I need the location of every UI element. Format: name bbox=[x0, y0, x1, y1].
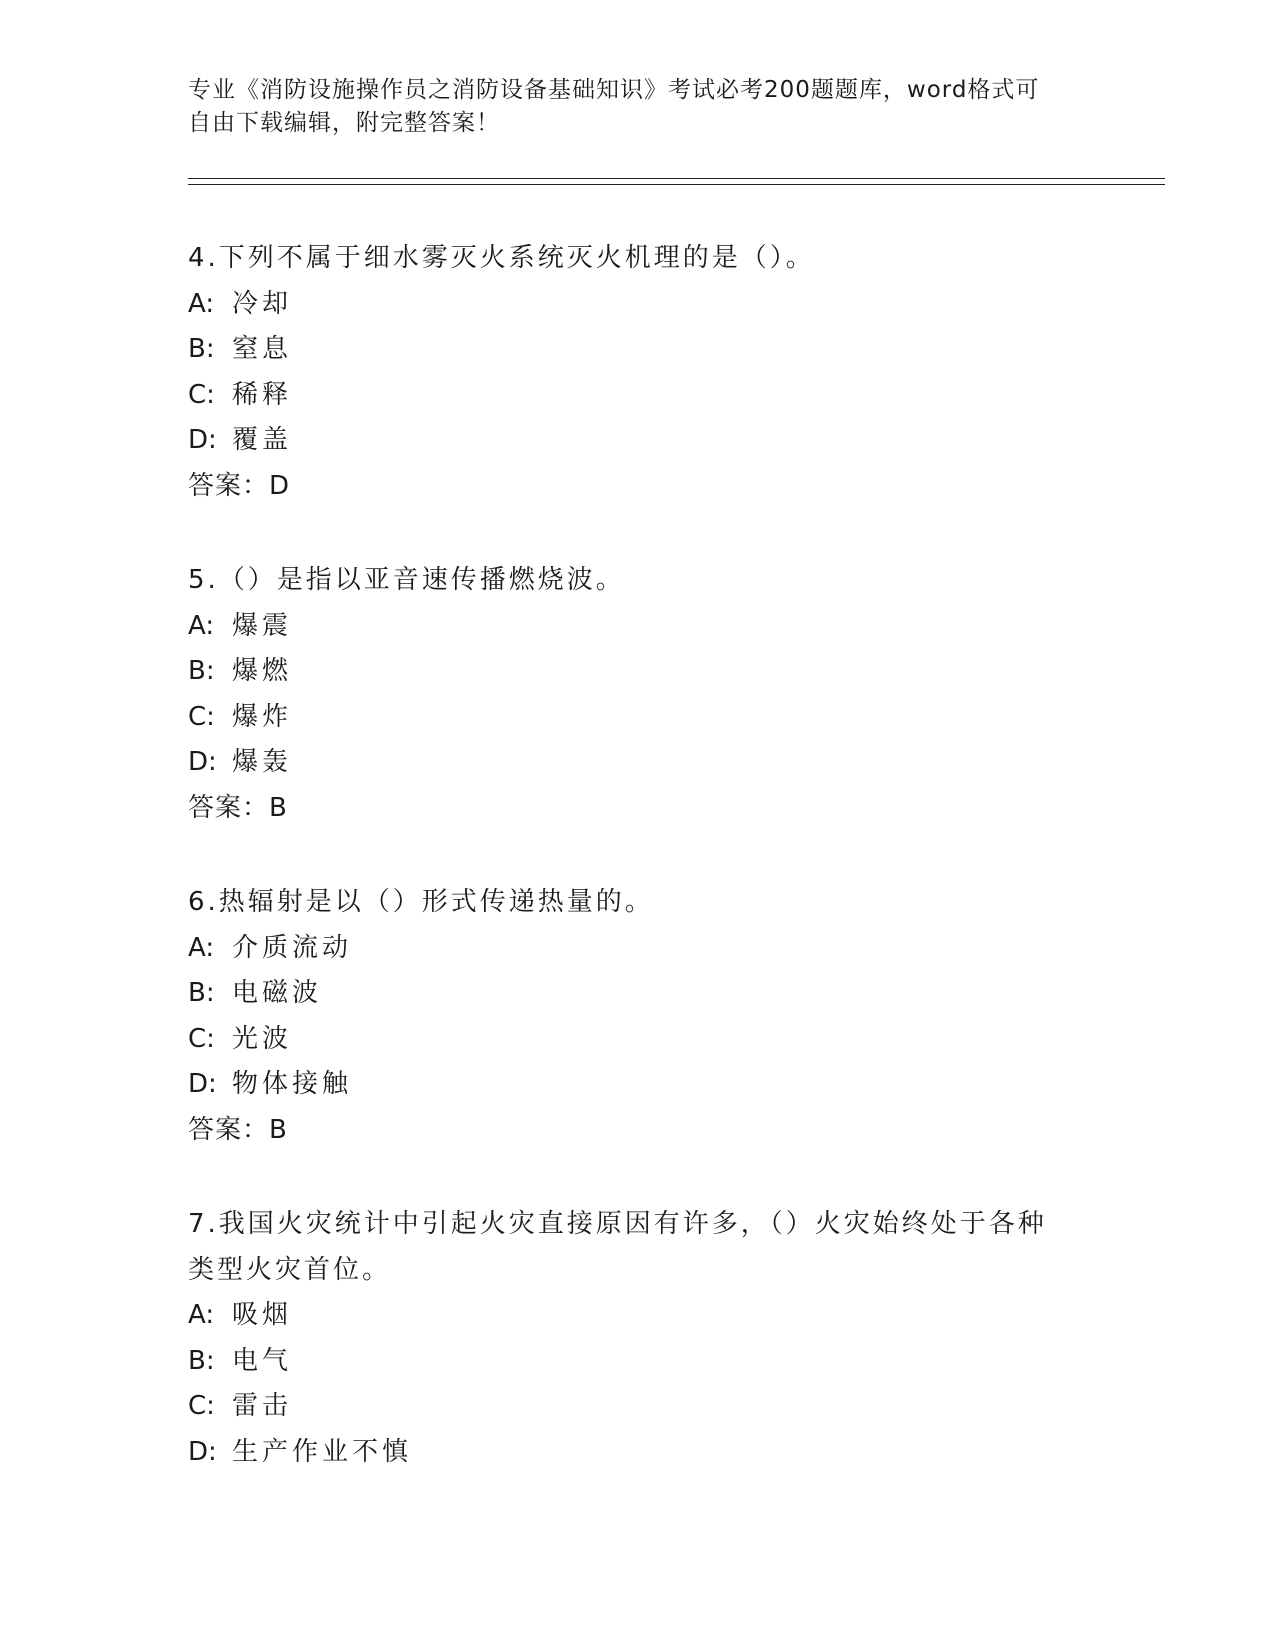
option-letter: D: bbox=[188, 425, 217, 455]
question-stem: 6.热辐射是以（）形式传递热量的。 bbox=[188, 887, 654, 917]
header-divider-bottom bbox=[188, 184, 1165, 185]
option-text: 窒息 bbox=[232, 334, 293, 364]
option-letter: B: bbox=[188, 978, 215, 1008]
document-header bbox=[188, 74, 1068, 140]
option-text: 稀释 bbox=[232, 379, 293, 410]
option-letter: A: bbox=[188, 288, 215, 319]
option-text: 爆震 bbox=[232, 610, 293, 641]
option-letter: C: bbox=[188, 701, 215, 732]
option-row bbox=[188, 695, 1088, 741]
answer-line: 答案：B bbox=[188, 792, 288, 823]
option-letter: B: bbox=[188, 656, 215, 686]
option-text: 冷却 bbox=[232, 288, 293, 319]
option-row bbox=[188, 373, 1088, 419]
option-row bbox=[188, 971, 1088, 1017]
option-letter: C: bbox=[188, 1023, 215, 1054]
option-letter: D: bbox=[188, 1436, 217, 1467]
option-row bbox=[188, 1017, 1088, 1063]
option-text: 爆燃 bbox=[232, 656, 293, 686]
option-letter: C: bbox=[188, 1391, 215, 1421]
option-row bbox=[188, 327, 1088, 373]
option-letter: A: bbox=[188, 932, 215, 963]
option-letter: C: bbox=[188, 379, 215, 410]
option-row bbox=[188, 740, 1088, 786]
answer-line: 答案：D bbox=[188, 470, 291, 501]
option-row bbox=[188, 1339, 1088, 1385]
option-row bbox=[188, 418, 1088, 464]
option-text: 雷击 bbox=[232, 1391, 293, 1421]
option-row bbox=[188, 604, 1088, 650]
option-row bbox=[188, 926, 1088, 972]
option-text: 覆盖 bbox=[232, 425, 293, 455]
header-divider-top bbox=[188, 178, 1165, 179]
option-text: 光波 bbox=[232, 1023, 293, 1054]
option-text: 介质流动 bbox=[232, 932, 353, 963]
option-text: 电磁波 bbox=[232, 978, 323, 1008]
option-text: 电气 bbox=[232, 1345, 293, 1376]
option-text: 生产作业不慎 bbox=[232, 1436, 413, 1467]
question-item bbox=[188, 236, 1088, 509]
option-text: 物体接触 bbox=[232, 1069, 353, 1099]
option-letter: B: bbox=[188, 1345, 215, 1376]
option-text: 爆轰 bbox=[232, 747, 293, 777]
option-text: 爆炸 bbox=[232, 701, 293, 732]
question-item bbox=[188, 1202, 1088, 1475]
option-row bbox=[188, 1062, 1088, 1108]
answer-line: 答案：B bbox=[188, 1114, 288, 1145]
option-row bbox=[188, 282, 1088, 328]
question-stem: 5.（）是指以亚音速传播燃烧波。 bbox=[188, 565, 625, 595]
question-stem: 4.下列不属于细水雾灭火系统灭火机理的是（）。 bbox=[188, 243, 815, 273]
option-letter: B: bbox=[188, 334, 215, 364]
option-letter: D: bbox=[188, 747, 217, 777]
option-letter: D: bbox=[188, 1069, 217, 1099]
option-row bbox=[188, 1430, 1088, 1476]
option-text: 吸烟 bbox=[232, 1300, 293, 1330]
option-letter: A: bbox=[188, 1300, 215, 1330]
option-row bbox=[188, 649, 1088, 695]
option-row bbox=[188, 1384, 1088, 1430]
option-letter: A: bbox=[188, 610, 215, 641]
question-stem: 类型火灾首位。 bbox=[188, 1254, 392, 1285]
question-item bbox=[188, 558, 1088, 831]
question-stem: 7.我国火灾统计中引起火灾直接原因有许多，（）火灾始终处于各种 bbox=[188, 1209, 1047, 1239]
header-line-2: 自由下载编辑，附完整答案！ bbox=[188, 110, 500, 136]
header-line-1: 专业《消防设施操作员之消防设备基础知识》考试必考200题题库，word格式可 bbox=[188, 77, 1040, 103]
question-list bbox=[188, 236, 1088, 1524]
option-row bbox=[188, 1293, 1088, 1339]
question-item bbox=[188, 880, 1088, 1153]
